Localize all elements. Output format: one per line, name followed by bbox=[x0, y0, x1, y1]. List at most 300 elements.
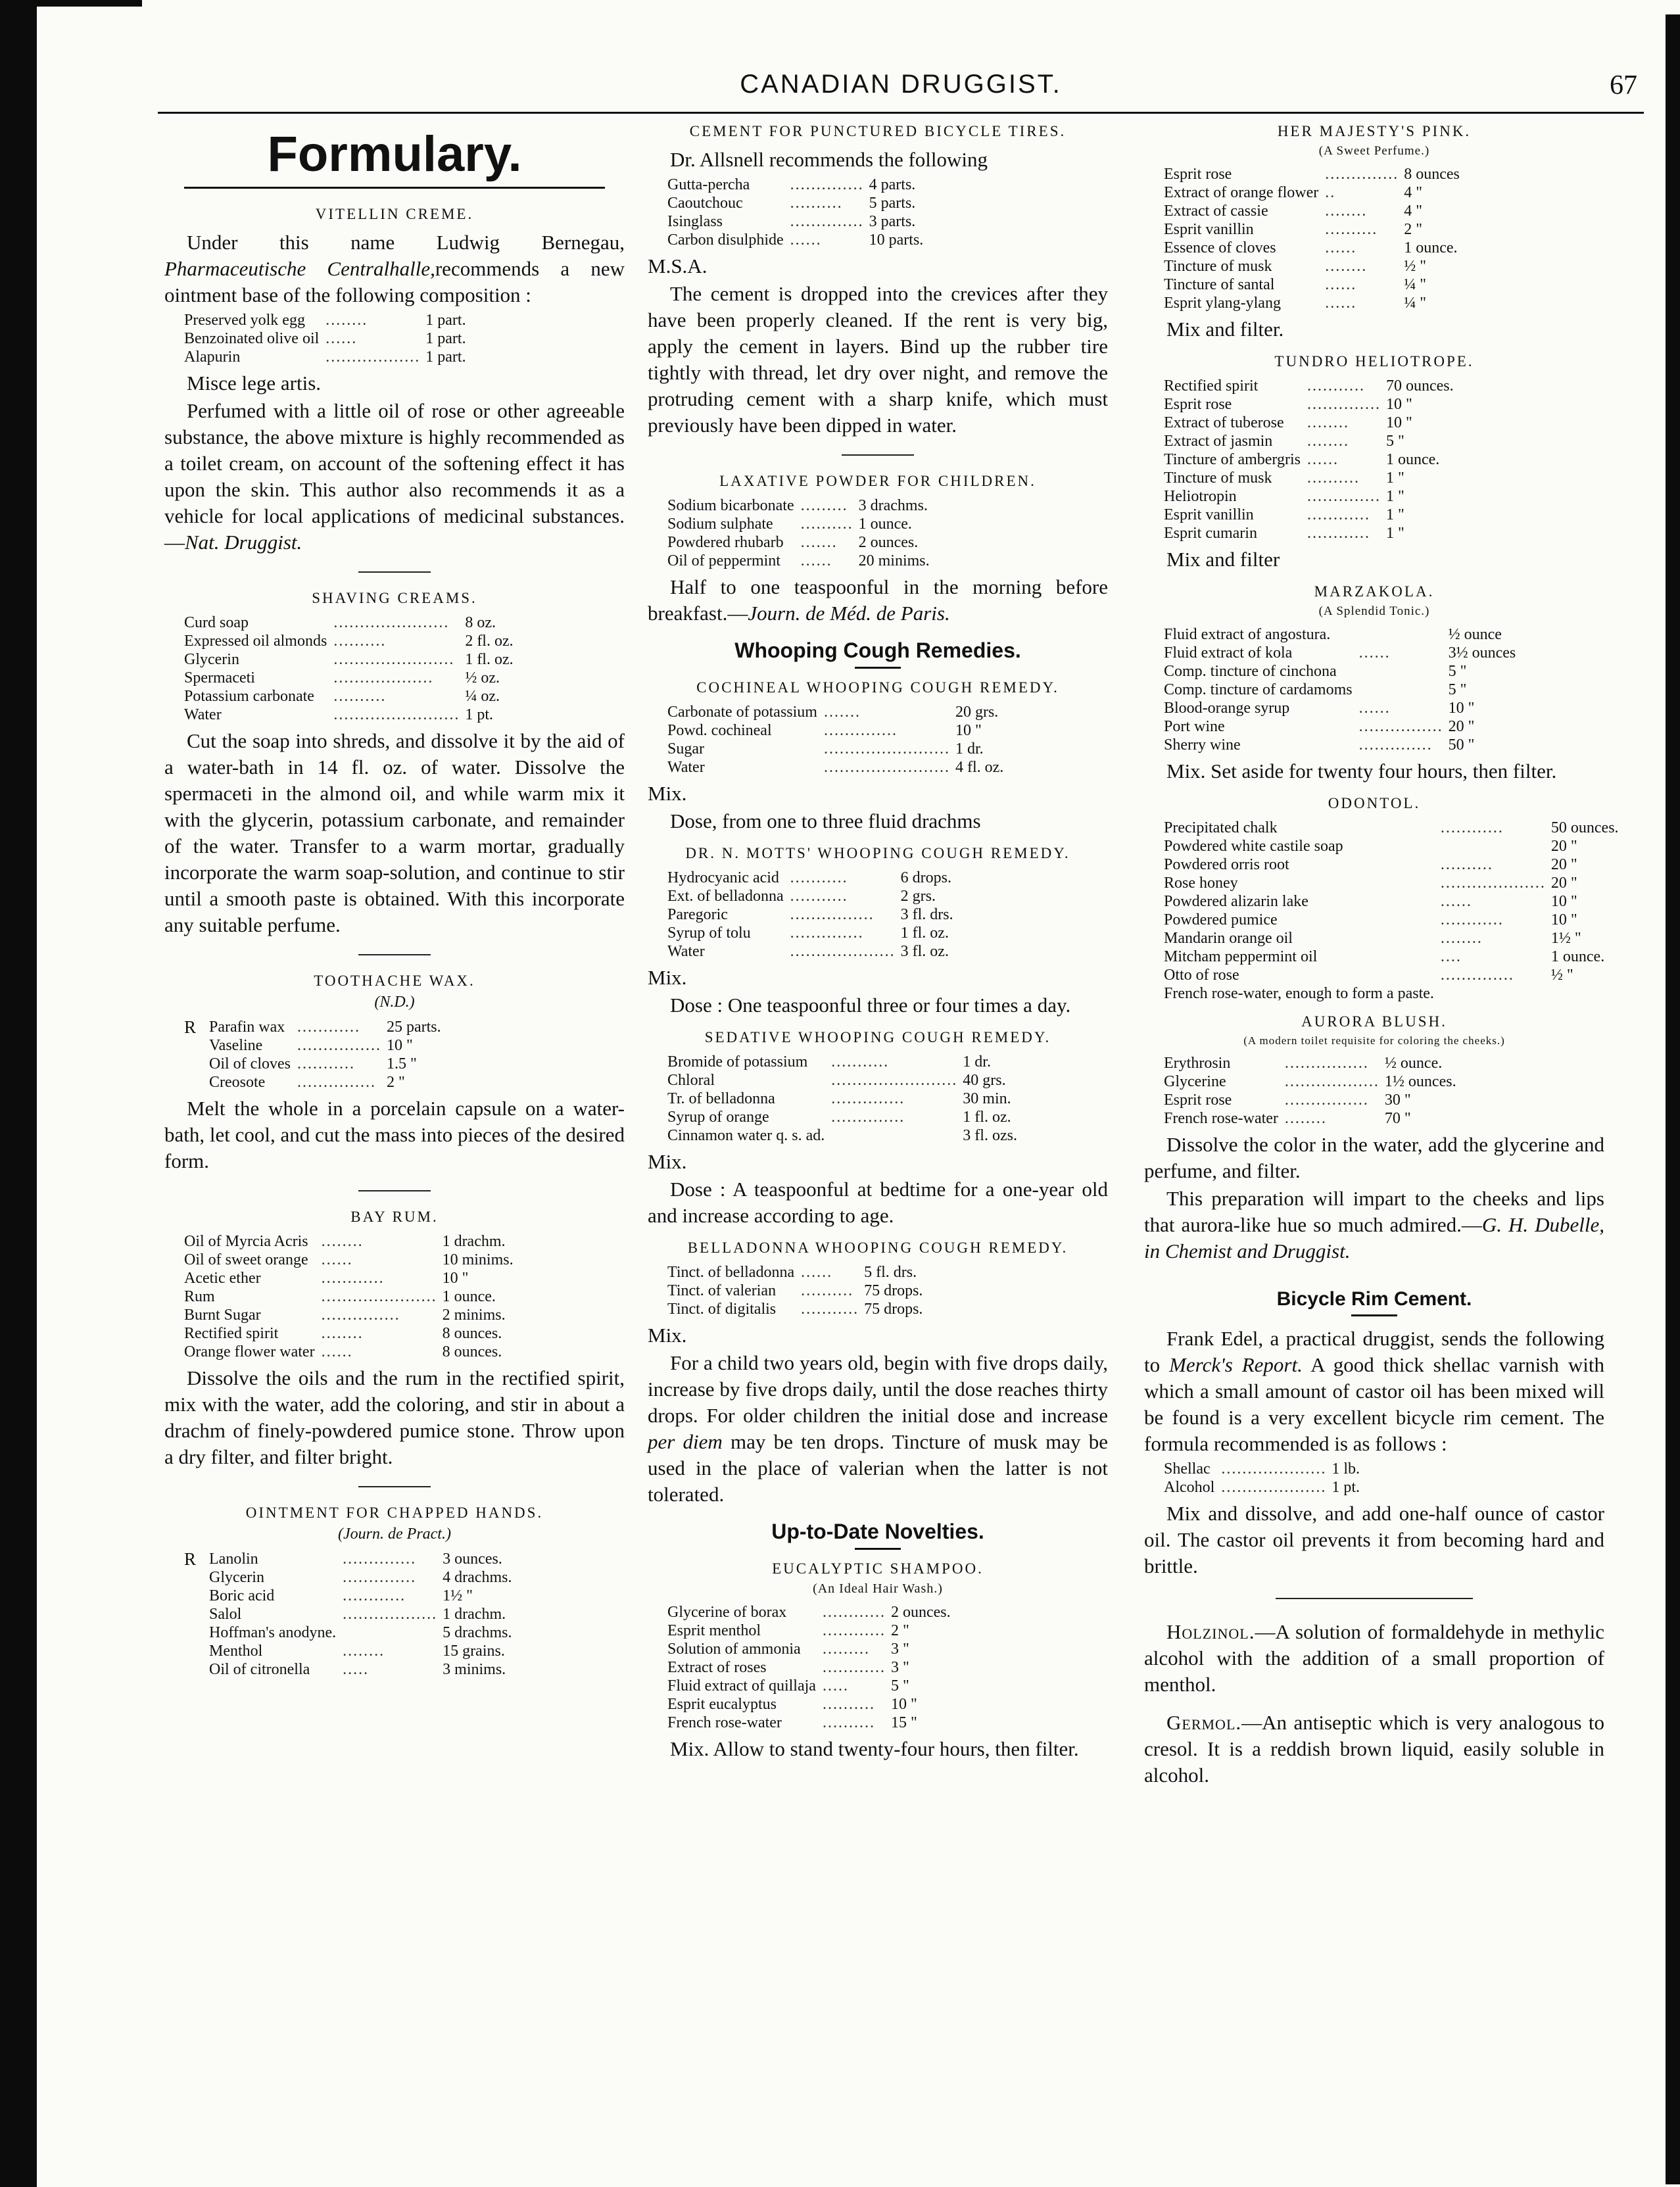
ingredient-quantity: 3 " bbox=[890, 1641, 909, 1658]
ingredient-quantity: 1½ ounces. bbox=[1384, 1073, 1456, 1090]
ingredient-name: Shellac bbox=[1164, 1460, 1211, 1478]
ingredient-quantity: 1 fl. oz. bbox=[963, 1109, 1011, 1126]
leader-dots: .............. bbox=[1325, 166, 1399, 183]
ingredient-row bbox=[184, 1251, 514, 1269]
ingredient-quantity: 10 " bbox=[1385, 396, 1412, 413]
ingredient-quantity: 3 minims. bbox=[443, 1661, 506, 1678]
ingredient-name: Solution of ammonia bbox=[667, 1641, 801, 1658]
ingredient-name: Salol bbox=[209, 1606, 242, 1623]
ingredient-row bbox=[1164, 220, 1460, 239]
leader-dots: ........................ bbox=[823, 759, 950, 776]
leader-dots: ...... bbox=[1440, 893, 1472, 910]
ingredient-name: Orange flower water bbox=[184, 1343, 315, 1360]
ingredient-quantity: 3 drachms. bbox=[858, 497, 928, 514]
ingredient-name: Alapurin bbox=[184, 348, 241, 366]
ingredient-quantity: 5 drachms. bbox=[443, 1624, 512, 1641]
leader-dots: .......... bbox=[1325, 221, 1378, 238]
ingredient-name: Alcohol bbox=[1164, 1479, 1215, 1496]
ingredient-quantity: 5 " bbox=[1448, 663, 1467, 680]
leader-dots: ........ bbox=[325, 312, 368, 329]
ingredient-row bbox=[667, 703, 1003, 721]
paragraph: Mix and filter bbox=[1166, 548, 1280, 571]
ingredient-quantity: 6 drops. bbox=[900, 869, 951, 886]
ingredient-quantity: 10 " bbox=[890, 1696, 917, 1713]
paragraph: Mix. bbox=[648, 1150, 687, 1173]
leader-dots: .......... bbox=[790, 195, 843, 212]
leader-dots: .............. bbox=[790, 176, 864, 193]
leader-dots: .......... bbox=[822, 1696, 875, 1713]
text: Half to one teaspoonful in the morning before breakfast.— bbox=[648, 575, 1108, 625]
ingredient-row bbox=[667, 1108, 1017, 1126]
ingredient-row bbox=[184, 1660, 512, 1679]
ingredient-quantity: 1 drachm. bbox=[443, 1606, 506, 1623]
leader-dots: ........ bbox=[1440, 930, 1483, 947]
ingredient-name: Tincture of musk bbox=[1164, 469, 1272, 487]
ingredient-name: Syrup of orange bbox=[667, 1109, 769, 1126]
leader-dots: ........ bbox=[1284, 1110, 1327, 1127]
leader-dots: ............ bbox=[297, 1019, 360, 1036]
leader-dots: .............. bbox=[1440, 967, 1514, 984]
section-subtitle: (Journ. de Pract.) bbox=[338, 1526, 451, 1543]
page-header bbox=[158, 66, 1644, 112]
leader-dots: .................. bbox=[1284, 1073, 1380, 1090]
leader-dots: .. bbox=[1325, 184, 1336, 201]
ingredient-quantity: 15 " bbox=[890, 1714, 917, 1731]
paragraph: Misce lege artis. bbox=[187, 372, 322, 395]
ingredient-quantity: 8 oz. bbox=[465, 614, 496, 631]
section-title: DR. N. MOTTS' WHOOPING COUGH REMEDY. bbox=[685, 845, 1070, 861]
ingredient-name: Syrup of tolu bbox=[667, 925, 751, 942]
leader-dots: ................ bbox=[297, 1037, 381, 1054]
run-in-heading: Holzinol. bbox=[1166, 1620, 1255, 1643]
recipe-table bbox=[184, 1550, 512, 1679]
ingredient-row bbox=[184, 1306, 514, 1324]
ingredient-name: Hydrocyanic acid bbox=[667, 869, 779, 886]
ingredient-quantity: 20 " bbox=[1550, 875, 1577, 892]
ingredient-row bbox=[667, 758, 1003, 777]
recipe-table bbox=[667, 1053, 1017, 1145]
ingredient-row bbox=[184, 1018, 441, 1036]
ingredient-row bbox=[184, 1287, 514, 1306]
ingredient-row bbox=[667, 1622, 951, 1640]
section-title: BELLADONNA WHOOPING COUGH REMEDY. bbox=[687, 1239, 1068, 1256]
ingredient-name: Esprit eucalyptus bbox=[667, 1696, 777, 1713]
ingredient-name: Hoffman's anodyne. bbox=[209, 1624, 337, 1641]
ingredient-quantity: 10 parts. bbox=[869, 231, 924, 249]
ingredient-quantity: 70 ounces. bbox=[1385, 377, 1454, 395]
ingredient-row bbox=[184, 1269, 514, 1287]
leader-dots: ...... bbox=[1307, 451, 1339, 468]
ingredient-row bbox=[667, 1677, 951, 1695]
leader-dots: .............. bbox=[790, 213, 864, 230]
ingredient-quantity: 2 " bbox=[386, 1074, 405, 1091]
ingredient-quantity: 1 ounce. bbox=[1385, 451, 1440, 468]
ingredient-quantity: 30 " bbox=[1384, 1092, 1411, 1109]
ingredient-name: Fluid extract of kola bbox=[1164, 644, 1293, 661]
ingredient-row bbox=[184, 1055, 441, 1073]
ingredient-row bbox=[1164, 929, 1619, 948]
section-title: HER MAJESTY'S PINK. bbox=[1277, 123, 1472, 139]
ingredient-quantity: 3 fl. ozs. bbox=[963, 1127, 1017, 1144]
ingredient-row bbox=[1164, 984, 1619, 1003]
ingredient-quantity: 1 dr. bbox=[955, 740, 984, 757]
leader-dots: ...... bbox=[1325, 276, 1357, 293]
ingredient-name: Menthol bbox=[209, 1643, 263, 1660]
ingredient-quantity: 2 ounces. bbox=[858, 534, 919, 551]
ingredient-row bbox=[667, 887, 953, 905]
section-title: BAY RUM. bbox=[350, 1209, 439, 1225]
section-title: CEMENT FOR PUNCTURED BICYCLE TIRES. bbox=[689, 123, 1067, 139]
ingredient-quantity: 1 ounce. bbox=[442, 1288, 496, 1305]
ingredient-quantity: 2 " bbox=[1404, 221, 1423, 238]
ingredient-name: Comp. tincture of cardamoms bbox=[1164, 681, 1353, 698]
leader-dots: ......... bbox=[822, 1641, 870, 1658]
ingredient-row bbox=[184, 706, 514, 724]
ingredient-name: Rectified spirit bbox=[1164, 377, 1259, 395]
ingredient-quantity: ½ " bbox=[1404, 258, 1427, 275]
ingredient-name: Rectified spirit bbox=[184, 1325, 279, 1342]
leader-dots: ............ bbox=[1307, 506, 1370, 523]
leader-dots: ........................ bbox=[823, 740, 950, 757]
section-title: AURORA BLUSH. bbox=[1301, 1013, 1447, 1030]
section-title: COCHINEAL WHOOPING COUGH REMEDY. bbox=[696, 679, 1059, 696]
text: A good thick shellac varnish with which a small amount of castor oil has been mixed will be found is a very excellent bicycle rim cement. The formula recommended is as follows : bbox=[1144, 1353, 1604, 1455]
ingredient-name: Preserved yolk egg bbox=[184, 312, 305, 329]
ingredient-row bbox=[1164, 414, 1454, 432]
ingredient-name: Tincture of santal bbox=[1164, 276, 1275, 293]
ingredient-name: Burnt Sugar bbox=[184, 1307, 261, 1324]
ingredient-name: Esprit rose bbox=[1164, 1092, 1232, 1109]
ingredient-name: Heliotropin bbox=[1164, 488, 1237, 505]
citation: Merck's Report. bbox=[1169, 1353, 1303, 1376]
leader-dots: ........ bbox=[1325, 258, 1368, 275]
ingredient-name: Glycerin bbox=[209, 1569, 264, 1586]
ingredient-quantity: 3 fl. drs. bbox=[900, 906, 953, 923]
ingredient-quantity: 15 grains. bbox=[443, 1643, 505, 1660]
ingredient-row bbox=[667, 176, 923, 194]
scan-edge-left bbox=[0, 0, 37, 2187]
leader-dots: .................. bbox=[325, 348, 421, 366]
divider bbox=[358, 954, 431, 955]
ingredient-row bbox=[184, 1568, 512, 1587]
divider bbox=[1276, 1598, 1473, 1599]
paragraph bbox=[1144, 1326, 1604, 1457]
ingredient-row bbox=[667, 1263, 923, 1282]
ingredient-name: French rose-water bbox=[667, 1714, 782, 1731]
ingredient-name: Extract of cassie bbox=[1164, 203, 1268, 220]
ingredient-name: Acetic ether bbox=[184, 1270, 261, 1287]
leader-dots: ................ bbox=[790, 906, 875, 923]
ingredient-row bbox=[184, 1550, 512, 1568]
ingredient-quantity: 2 " bbox=[890, 1622, 909, 1639]
ingredient-row bbox=[184, 1623, 512, 1642]
scan-edge-top-notch bbox=[37, 0, 142, 7]
rx-symbol bbox=[184, 1623, 209, 1642]
ingredient-row bbox=[184, 1073, 441, 1092]
leader-dots: .............. bbox=[1307, 396, 1381, 413]
ingredient-name: Powdered rhubarb bbox=[667, 534, 784, 551]
ingredient-row bbox=[1164, 1091, 1456, 1109]
header-rule bbox=[158, 112, 1644, 114]
ingredient-name: Esprit cumarin bbox=[1164, 525, 1257, 542]
ingredient-name: Esprit rose bbox=[1164, 166, 1232, 183]
ingredient-row bbox=[667, 1640, 951, 1658]
leader-dots: ........... bbox=[790, 888, 848, 905]
leader-dots: ........ bbox=[321, 1233, 364, 1250]
ingredient-quantity: ¼ " bbox=[1404, 276, 1427, 293]
ingredient-name: Comp. tincture of cinchona bbox=[1164, 663, 1337, 680]
ingredient-name: Gutta-percha bbox=[667, 176, 750, 193]
ingredient-name: Blood-orange syrup bbox=[1164, 700, 1290, 717]
leader-dots: ............ bbox=[822, 1622, 886, 1639]
recipe-table bbox=[1164, 1054, 1456, 1128]
ingredient-quantity: 1 " bbox=[1385, 469, 1404, 487]
ingredient-row bbox=[667, 740, 1003, 758]
leader-dots: ........ bbox=[343, 1643, 385, 1660]
ingredient-row bbox=[1164, 239, 1460, 257]
ingredient-row bbox=[184, 1642, 512, 1660]
leader-dots: .............. bbox=[790, 925, 864, 942]
ingredient-name: Ext. of belladonna bbox=[667, 888, 784, 905]
ingredient-name: Water bbox=[667, 943, 705, 960]
short-rule bbox=[855, 1548, 901, 1550]
leader-dots: ........................ bbox=[333, 706, 460, 723]
ingredient-row bbox=[184, 687, 514, 706]
ingredient-row bbox=[184, 1232, 514, 1251]
leader-dots: ................ bbox=[1284, 1092, 1369, 1109]
ingredient-name: Extract of tuberose bbox=[1164, 414, 1284, 431]
ingredient-row bbox=[667, 533, 930, 552]
ingredient-row bbox=[184, 669, 514, 687]
section-subtitle: (A modern toilet requisite for coloring the cheeks.) bbox=[1243, 1034, 1505, 1047]
leader-dots: .................... bbox=[790, 943, 896, 960]
leader-dots: ........... bbox=[790, 869, 848, 886]
ingredient-name: Powd. cochineal bbox=[667, 722, 772, 739]
ingredient-quantity: 2 fl. oz. bbox=[465, 633, 514, 650]
ingredient-quantity: 1 drachm. bbox=[442, 1233, 506, 1250]
ingredient-quantity: 3½ ounces bbox=[1448, 644, 1516, 661]
ingredient-row bbox=[1164, 699, 1516, 717]
ingredient-quantity: 10 minims. bbox=[442, 1251, 514, 1268]
paragraph: Cut the soap into shreds, and dissolve it by the aid of a water-bath in 14 fl. oz. of water. Dissolve the spermaceti in the almond oil, and while warm mix it with the glycerin, potassium carbonate, and remainder of the water. Transfer to a warm mortar, gradually incorporate the warm soap-solution, and continue to stir until a smooth paste is obtained. With this incorporate any suitable perfume. bbox=[164, 729, 625, 936]
ingredient-quantity: 20 minims. bbox=[858, 552, 930, 569]
paragraph: Mix. Allow to stand twenty-four hours, then filter. bbox=[670, 1737, 1079, 1760]
recipe-table bbox=[667, 176, 923, 249]
ingredient-row bbox=[667, 905, 953, 924]
ingredient-name: Extract of orange flower bbox=[1164, 184, 1319, 201]
section-subtitle: (A Sweet Perfume.) bbox=[1318, 144, 1430, 158]
recipe-table bbox=[667, 496, 930, 570]
ingredient-quantity: ½ " bbox=[1550, 967, 1573, 984]
column-right bbox=[1144, 122, 1619, 2173]
ingredient-name: Esprit vanillin bbox=[1164, 506, 1254, 523]
leader-dots: .............. bbox=[823, 722, 898, 739]
ingredient-quantity: 20 " bbox=[1448, 718, 1475, 735]
ingredient-name: Esprit menthol bbox=[667, 1622, 761, 1639]
ingredient-row bbox=[667, 1282, 923, 1300]
ingredient-quantity: 4 drachms. bbox=[443, 1569, 512, 1586]
ingredient-row bbox=[184, 1036, 441, 1055]
section-title: VITELLIN CREME. bbox=[315, 206, 474, 222]
ingredient-row bbox=[1164, 450, 1454, 469]
ingredient-quantity: 3 ounces. bbox=[443, 1550, 502, 1568]
ingredient-row bbox=[1164, 892, 1619, 911]
ingredient-quantity: 50 " bbox=[1448, 736, 1475, 754]
ingredient-row bbox=[667, 1300, 923, 1318]
ingredient-row bbox=[1164, 662, 1516, 681]
leader-dots: ............... bbox=[321, 1307, 400, 1324]
ingredient-name: Glycerine bbox=[1164, 1073, 1226, 1090]
ingredient-quantity: 3 fl. oz. bbox=[900, 943, 949, 960]
ingredient-name: Vaseline bbox=[209, 1037, 263, 1054]
ingredient-quantity: 1 " bbox=[1385, 488, 1404, 505]
paragraph: Mix and dissolve, and add one-half ounce of castor oil. The castor oil prevents it from becoming hard and brittle. bbox=[1144, 1502, 1604, 1577]
column-left bbox=[164, 122, 625, 2173]
leader-dots: .......... bbox=[822, 1714, 875, 1731]
paragraph: Mix and filter. bbox=[1166, 318, 1284, 341]
ingredient-name: Rum bbox=[184, 1288, 215, 1305]
recipe-table bbox=[184, 613, 514, 724]
leader-dots: ............ bbox=[822, 1659, 886, 1676]
ingredient-quantity: 10 " bbox=[1385, 414, 1412, 431]
recipe-table bbox=[1164, 1460, 1360, 1497]
recipe-table bbox=[1164, 625, 1516, 754]
leader-dots bbox=[1356, 662, 1446, 681]
recipe-table bbox=[667, 703, 1003, 777]
paragraph: Dose, from one to three fluid drachms bbox=[670, 809, 981, 832]
text: Perfumed with a little oil of rose or other agreeable substance, the above mixture is highly recommended as a toilet cream, on account of the softening effect it has upon the skin. This author also recommends it as a vehicle for local applications of medicinal substances.— bbox=[164, 399, 625, 554]
ingredient-name: Tinct. of digitalis bbox=[667, 1301, 777, 1318]
ingredient-row bbox=[1164, 948, 1619, 966]
ingredient-quantity: 1½ " bbox=[1550, 930, 1581, 947]
ingredient-row bbox=[1164, 506, 1454, 524]
ingredient-row bbox=[184, 632, 514, 650]
text: —A solution of formaldehyde in methylic alcohol with the addition of a small proportion of menthol. bbox=[1144, 1620, 1604, 1696]
ingredient-row bbox=[184, 1324, 514, 1343]
ingredient-quantity: ¼ " bbox=[1404, 295, 1427, 312]
leader-dots: .......... bbox=[333, 688, 387, 705]
ingredient-quantity: 3 parts. bbox=[869, 213, 916, 230]
ingredient-row bbox=[184, 1587, 512, 1605]
leader-dots: .............. bbox=[1307, 488, 1381, 505]
ingredient-row bbox=[667, 1658, 951, 1677]
ingredient-name: French rose-water bbox=[1164, 1110, 1278, 1127]
ingredient-row bbox=[667, 552, 930, 570]
ingredient-quantity: 1½ " bbox=[443, 1587, 473, 1604]
ingredient-row bbox=[1164, 377, 1454, 395]
ingredient-quantity: 30 min. bbox=[963, 1090, 1011, 1107]
citation: G. H. Dubelle, in Chemist and Druggist. bbox=[1144, 1213, 1604, 1262]
leader-dots: .......... bbox=[800, 516, 853, 533]
ingredient-quantity: 1 ounce. bbox=[1404, 239, 1458, 256]
ingredient-name: Oil of cloves bbox=[209, 1055, 291, 1072]
ingredient-name: Powdered white castile soap bbox=[1164, 838, 1343, 855]
leader-dots: ........... bbox=[801, 1301, 859, 1318]
ingredient-name: Mandarin orange oil bbox=[1164, 930, 1293, 947]
leader-dots: ................... bbox=[333, 669, 434, 686]
ingredient-quantity: 20 grs. bbox=[955, 704, 999, 721]
ingredient-quantity: 8 ounces bbox=[1404, 166, 1460, 183]
ingredient-quantity: 10 " bbox=[1550, 911, 1577, 928]
ingredient-quantity: 1 ounce. bbox=[858, 516, 912, 533]
ingredient-row bbox=[184, 1343, 514, 1361]
ingredient-quantity: 10 " bbox=[1448, 700, 1475, 717]
leader-dots: ............ bbox=[1440, 819, 1504, 836]
ingredient-name: Oil of sweet orange bbox=[184, 1251, 308, 1268]
ingredient-name: Otto of rose bbox=[1164, 967, 1239, 984]
recipe-table bbox=[184, 311, 466, 366]
ingredient-quantity: 10 " bbox=[442, 1270, 469, 1287]
ingredient-name: Cinnamon water q. s. ad. bbox=[667, 1127, 825, 1144]
ingredient-name: Port wine bbox=[1164, 718, 1225, 735]
leader-dots: .............. bbox=[831, 1090, 905, 1107]
section-title: TUNDRO HELIOTROPE. bbox=[1274, 353, 1474, 370]
text: —An antiseptic which is very analogous to cresol. It is a reddish brown liquid, easily soluble in alcohol. bbox=[1144, 1711, 1604, 1787]
ingredient-quantity: 1 pt. bbox=[1332, 1479, 1360, 1496]
leader-dots: ...... bbox=[321, 1251, 353, 1268]
leader-dots: ............ bbox=[1307, 525, 1370, 542]
heading: Up-to-Date Novelties. bbox=[771, 1520, 984, 1543]
leader-dots: .......... bbox=[1440, 856, 1493, 873]
leader-dots: ....................... bbox=[333, 651, 455, 668]
ingredient-name: Tincture of musk bbox=[1164, 258, 1272, 275]
ingredient-quantity: 1.5 " bbox=[386, 1055, 417, 1072]
ingredient-name: French rose-water, enough to form a paste. bbox=[1164, 985, 1434, 1002]
paragraph: Dissolve the oils and the rum in the rectified spirit, mix with the water, add the coloring, and stir in about a drachm of finely-powdered pumice stone. Throw upon a dry filter, and filter bright. bbox=[164, 1366, 625, 1468]
section-title: LAXATIVE POWDER FOR CHILDREN. bbox=[719, 473, 1036, 489]
leader-dots: ........ bbox=[321, 1325, 364, 1342]
leader-dots: ...................... bbox=[321, 1288, 437, 1305]
leader-dots: .... bbox=[1440, 948, 1462, 965]
ingredient-name: Essence of cloves bbox=[1164, 239, 1276, 256]
text: Under this name Ludwig Bernegau, bbox=[187, 231, 625, 254]
leader-dots: .................... bbox=[1440, 875, 1546, 892]
ingredient-name: Fluid extract of quillaja bbox=[667, 1677, 816, 1694]
short-rule bbox=[855, 667, 901, 669]
running-title: CANADIAN DRUGGIST. bbox=[740, 70, 1062, 99]
divider bbox=[842, 454, 914, 456]
rx-symbol: R bbox=[184, 1549, 197, 1569]
ingredient-name: Oil of citronella bbox=[209, 1661, 310, 1678]
ingredient-row bbox=[1164, 1072, 1456, 1091]
rx-symbol bbox=[184, 1036, 209, 1055]
ingredient-row bbox=[667, 515, 930, 533]
ingredient-row bbox=[1164, 644, 1516, 662]
ingredient-quantity: 2 grs. bbox=[900, 888, 936, 905]
leader-dots: ..... bbox=[343, 1661, 370, 1678]
ingredient-quantity: 10 " bbox=[1550, 893, 1577, 910]
title-rule bbox=[184, 187, 605, 189]
paragraph: Dissolve the color in the water, add the glycerine and perfume, and filter. bbox=[1144, 1133, 1604, 1182]
ingredient-row bbox=[667, 1090, 1017, 1108]
ingredient-name: Lanolin bbox=[209, 1550, 258, 1568]
ingredient-quantity: 75 drops. bbox=[864, 1282, 923, 1299]
leader-dots: ........ bbox=[1307, 433, 1349, 450]
ingredient-row bbox=[1164, 966, 1619, 984]
ingredient-quantity: 8 ounces. bbox=[442, 1325, 502, 1342]
ingredient-quantity: ½ ounce bbox=[1448, 626, 1502, 643]
rx-symbol bbox=[184, 1073, 209, 1092]
ingredient-quantity: 1 ounce. bbox=[1550, 948, 1605, 965]
text: For a child two years old, begin with five drops daily, increase by five drops daily, until the dose reaches thirty drops. For older children the initial dose and increase bbox=[648, 1351, 1108, 1427]
leader-dots: ...... bbox=[325, 330, 358, 347]
section-subtitle: (N.D.) bbox=[374, 994, 415, 1011]
ingredient-name: Erythrosin bbox=[1164, 1055, 1231, 1072]
ingredient-quantity: 10 " bbox=[955, 722, 982, 739]
ingredient-name: Curd soap bbox=[184, 614, 249, 631]
ingredient-quantity: 5 " bbox=[890, 1677, 909, 1694]
ingredient-row bbox=[667, 1603, 951, 1622]
